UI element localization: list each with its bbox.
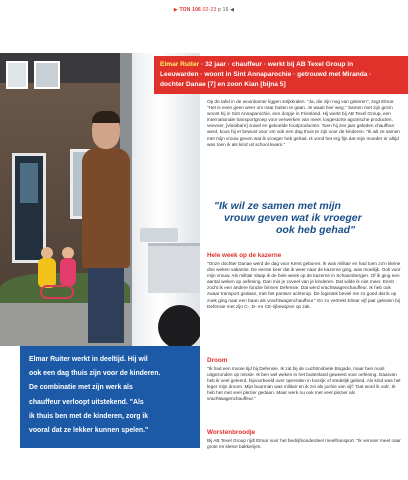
intro-paragraph: Op de tafel in de woonkamer liggen strijkkralen. "Ja, die zijn nog van gisteren", zegt Elmar. "Het is even geen weer om naar buiten te gaan. Je waait hier weg." Samen met zijn gezin woont hij in Sint Annaparochie, een dorpje in Friesland. Hij werkt bij AB Texel Group, een internationale transportgroep voor verwerken van meel, losgestorte agrarische producten, veevoer, [vloeibare] zuivel en gekoelde foodproducten. Toen hij zes jaar geleden chauffeur werd, koos hij er bewust voor om ook een dag thuis te zijn voor de kinderen. "Ik wil ze samen met mijn vrouw geven wat ik vroeger heb gehad. Ik vond het erg fijn dat mijn moeder er altijd was toen ik als kind uit school kwam." <box>207 99 400 147</box>
pull-quote-line-2: vrouw geven wat ik vroeger <box>224 212 362 224</box>
man-legs <box>88 263 124 343</box>
house-window <box>6 61 28 89</box>
portrait-photo <box>0 53 200 346</box>
section-paragraph: "Onze dochter Danae werd de dag voor Kerst geboren. Ik was militair en had toen zo'n kleine drie weken vakantie. De eerste keer dat ik weer naar de kazerne ging, was moeilijk. Ook voor mijn vrouw. Als militair slaap ik de hele week op de kazerne in Schaarsbergen. Of ik ging een aantal weken op oefening. Dan mis je zoveel van je kinderen. Dat wilde ik niet meer. Eerst zocht ik een andere functie binnen Defensie. Dat werd vrachtwagenchauffeur. Ik heb ook zwaar transport gedaan, met het pantser achterop. De logistiek beviel me zo goed dat ik op zoek ging naar een baan als vrachtwagenchauffeur." En zo vertrekt Elmar vijf jaar geleden bij Defensie met zijn C-, D- en CE-rijbewijzen op zak. <box>207 261 401 309</box>
child-figure <box>38 258 56 288</box>
section-text-kazerne <box>207 261 402 354</box>
page-number: p 16 ◀ <box>218 7 235 13</box>
truck-cab <box>132 53 200 346</box>
section-heading-kazerne: Hele week op de kazerne <box>207 252 282 259</box>
issue-number: 02-23 <box>202 7 217 13</box>
pull-quote-line-3: ook heb gehad" <box>276 224 356 236</box>
header-arrow: ▶ <box>173 7 178 13</box>
pull-quote <box>214 200 400 236</box>
highlight-line-4: chauffeur verloopt uitstekend. "Als <box>29 398 144 406</box>
highlight-line-5: ik thuis ben met de kinderen, zorg ik <box>29 412 149 420</box>
child-figure <box>60 258 76 286</box>
balance-bike <box>40 285 74 299</box>
highlight-box <box>20 346 200 448</box>
truck-tire <box>158 305 200 346</box>
caption-line-2: Leeuwarden · woont in Sint Annaparochie · getrouwd met Miranda · <box>160 71 372 78</box>
door-glass <box>20 163 38 203</box>
highlight-line-3: De combinatie met zijn werk als <box>29 384 133 392</box>
highlight-line-6: vooral dat ze lekker kunnen spelen." <box>29 427 149 435</box>
page-header <box>0 7 408 13</box>
profile-caption <box>154 56 408 94</box>
caption-line-1: · 32 jaar · chauffeur · werkt bij AB Texel Group in <box>199 61 354 68</box>
section-paragraph: "Ik had een mooie tijd bij Defensie. Ik zat bij de Luchtmobiele Brigade, maar ben nooit uitgezonden op missie. Ik ben wel weken in het buitenland geweest voor oefening. Daarvan heb ik veel geleerd, bijvoorbeeld over opereden in bosrijk of stedelijk gebied. Als kind was het leger mijn droom. Mijn buurman was militair en ik zei als jochie van vijf: 'Dat word ik ook'. Ik heb het met veel plezier gedaan. Maar werk nu ook met veel plezier als vrachtwagenchauffeur." <box>207 366 401 402</box>
profile-name: Elmar Ruiter <box>160 61 200 68</box>
man-hair <box>92 111 120 123</box>
section-text-droom <box>207 366 402 416</box>
truck-grill <box>148 243 200 293</box>
man-jacket <box>82 148 130 268</box>
magazine-name: TON 106 <box>179 7 202 13</box>
caption-line-3: dochter Danae [7] en zoon Kian [bijna 5] <box>160 81 286 88</box>
section-heading-worstenbroodje: Worstenbroodje <box>207 429 256 436</box>
house-window <box>34 61 60 89</box>
truck-headlight <box>140 228 178 242</box>
pull-quote-line-1: "Ik wil ze samen met mijn <box>214 200 341 212</box>
section-paragraph: Bij AB Texel Group rijdt Elmar voor het bedrijfsonderdeel meelfransport. "Ik vervoer meel naar grote en kleine bakkerijen. <box>207 438 401 450</box>
section-text-worstenbroodje <box>207 438 402 458</box>
intro-column <box>207 99 402 191</box>
section-heading-droom: Droom <box>207 357 228 364</box>
highlight-line-1: Elmar Ruiter werkt in deeltijd. Hij wil <box>29 356 148 363</box>
highlight-line-2: ook een dag thuis zijn voor de kinderen. <box>29 370 161 378</box>
